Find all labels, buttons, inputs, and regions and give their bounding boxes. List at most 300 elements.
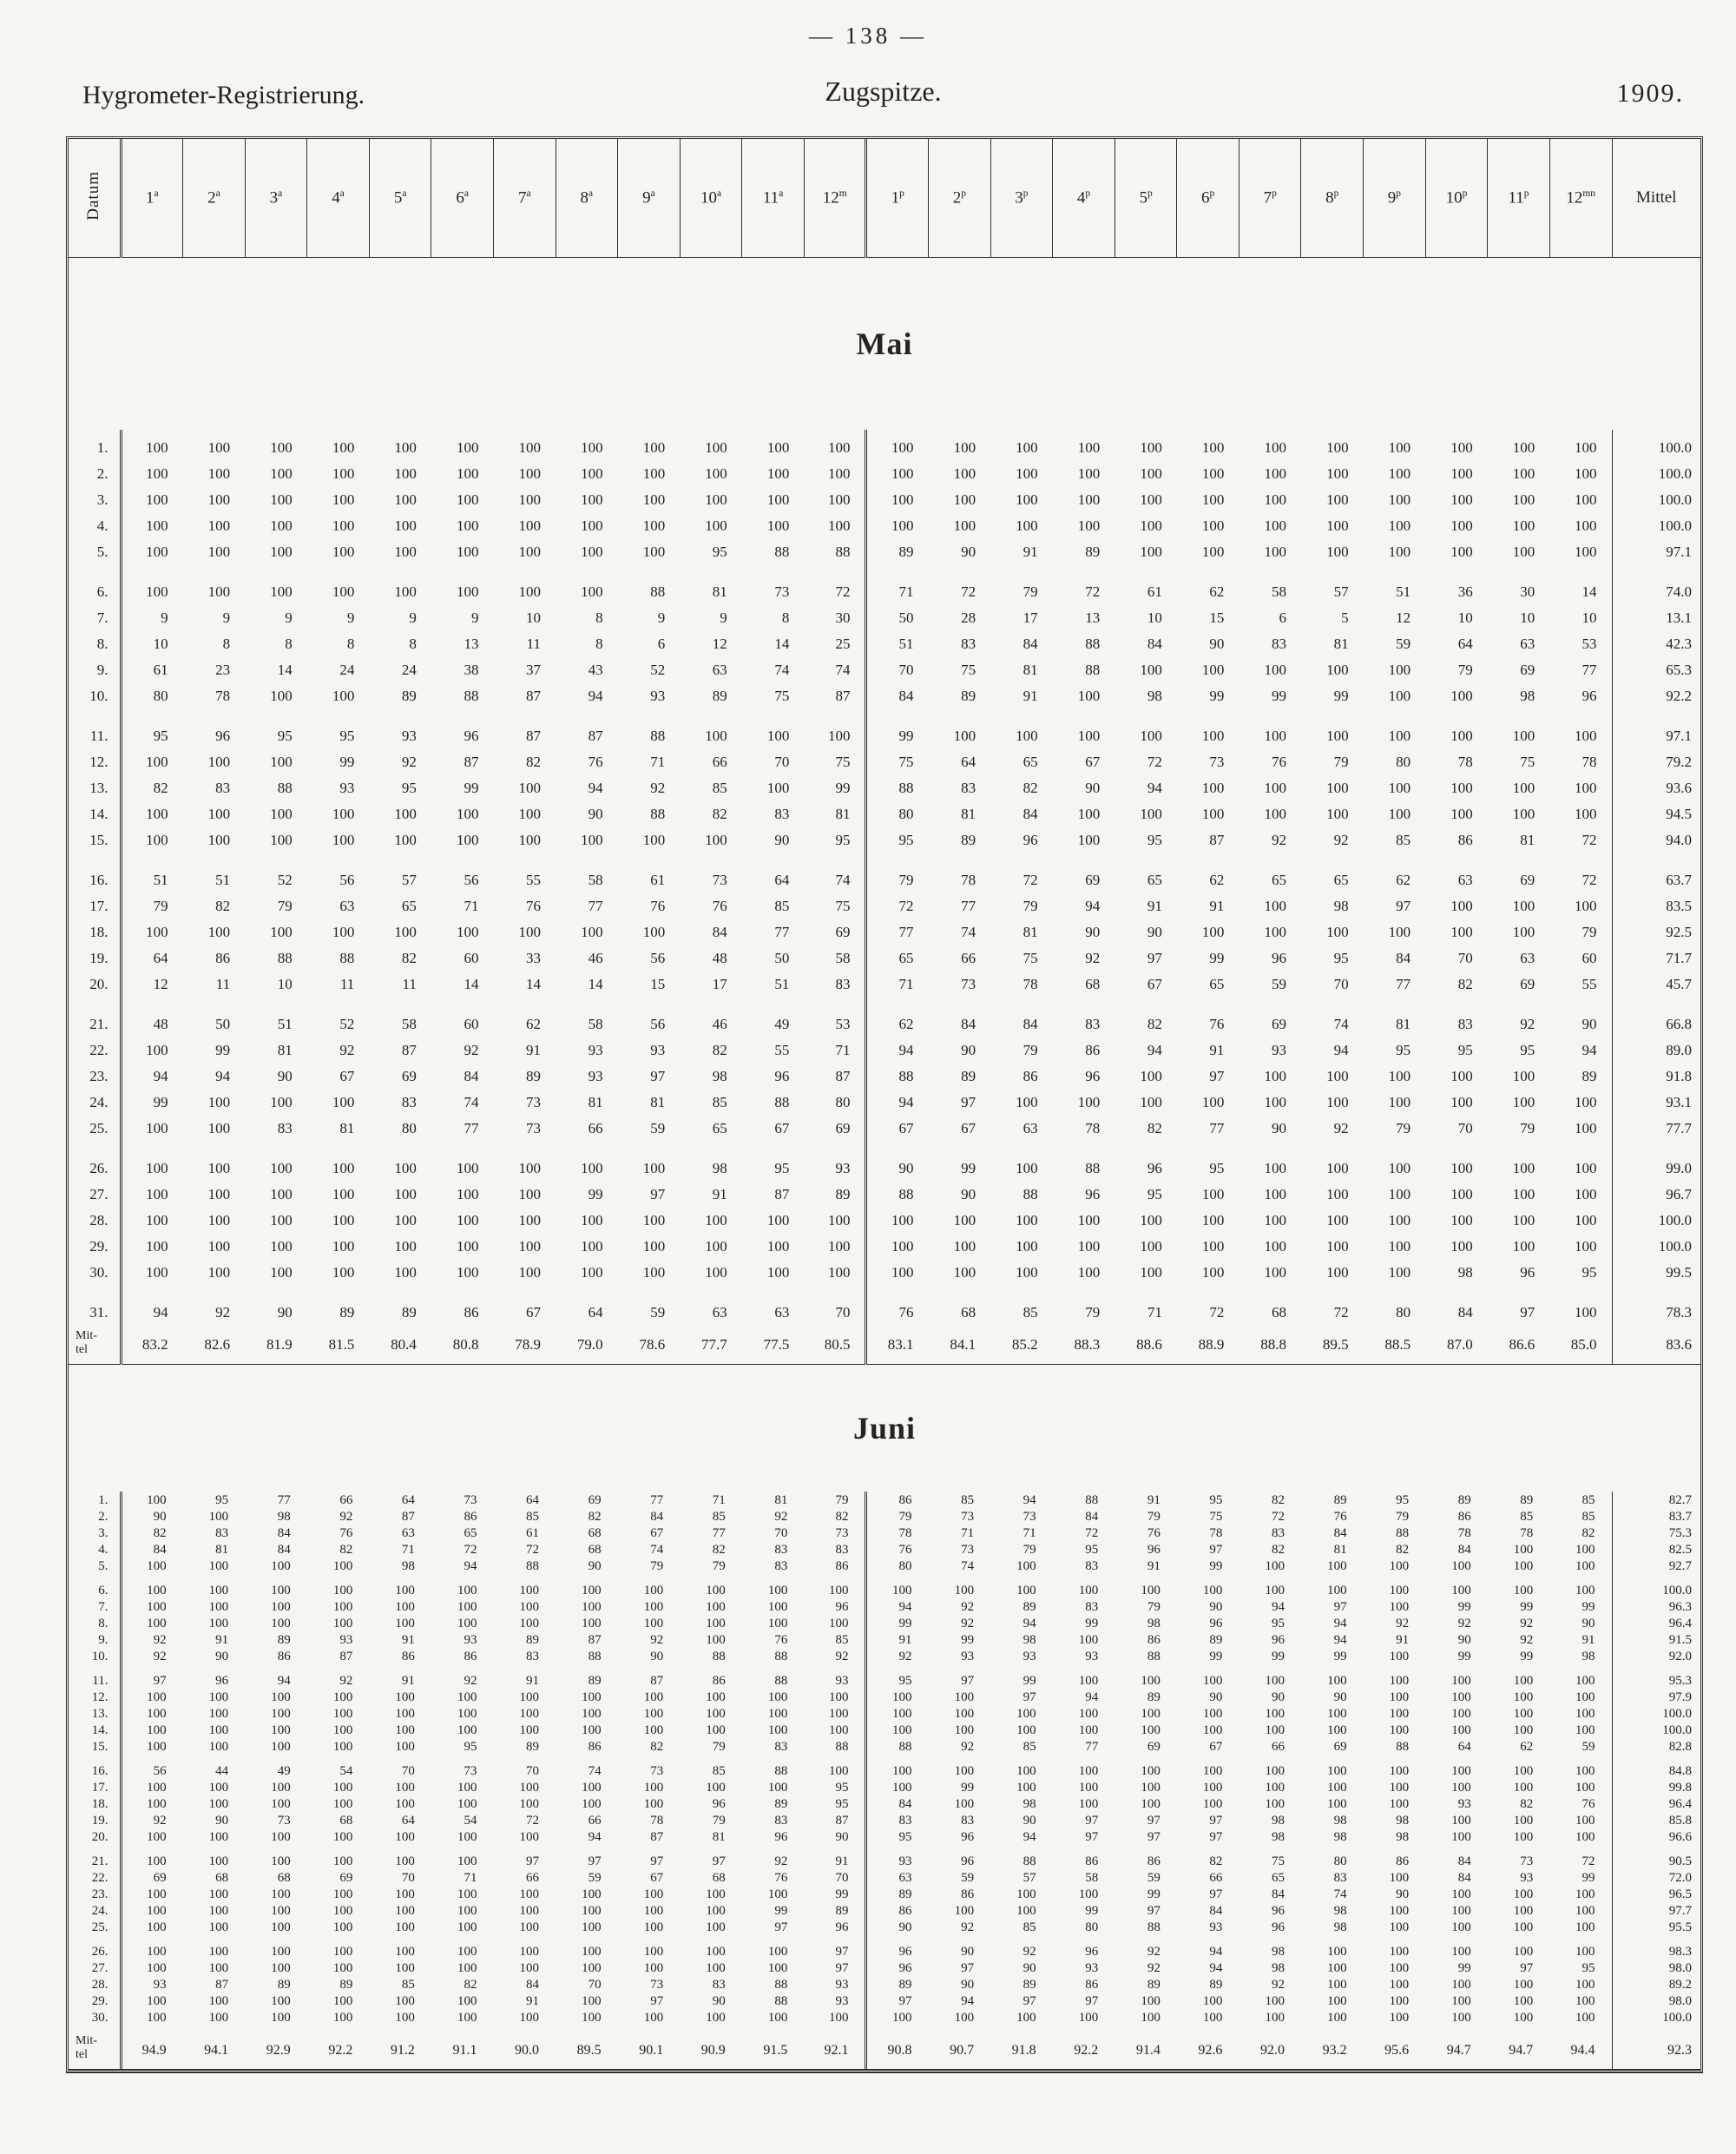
value-cell: 56 — [153, 1764, 167, 1779]
day-mean-cell: 83.5 — [1612, 888, 1700, 914]
value-cell: 86 — [1457, 832, 1473, 849]
day-row — [69, 966, 1700, 992]
value-cell: 63 — [1520, 950, 1535, 967]
value-cell: 91 — [401, 1674, 415, 1689]
value-cell: 86 — [215, 950, 231, 967]
day-mean-cell: 92.7 — [1612, 1558, 1700, 1574]
value-cell: 100 — [954, 1690, 975, 1705]
value-cell: 100 — [1512, 924, 1535, 941]
value-cell: 100 — [332, 439, 355, 457]
value-cell: 76 — [526, 898, 542, 915]
value-cell: 100 — [1513, 1978, 1534, 1993]
value-cell: 8 — [595, 609, 603, 627]
value-cell: 91 — [526, 1042, 542, 1059]
value-cell: 100 — [1078, 1887, 1099, 1902]
value-cell: 100 — [147, 1854, 167, 1869]
value-cell: 100 — [1575, 2011, 1595, 2026]
day-mean-cell: 100.0 — [1612, 1722, 1700, 1738]
value-cell: 100 — [1388, 924, 1411, 941]
value-cell: 100 — [804, 1202, 866, 1229]
value-cell: 100 — [146, 583, 168, 601]
value-cell: 90 — [215, 1814, 229, 1828]
value-cell: 100 — [1016, 1707, 1036, 1722]
value-cell: 94 — [961, 1994, 975, 2009]
value-cell: 77 — [1209, 1120, 1225, 1137]
value-cell: 82 — [153, 1526, 167, 1541]
value-cell: 6 — [1279, 609, 1286, 627]
value-cell: 71 — [1023, 1526, 1036, 1541]
day-mean-cell: 100.0 — [1612, 430, 1700, 456]
value-cell: 90 — [712, 1994, 726, 2009]
value-cell: 97 — [1520, 1961, 1534, 1976]
value-cell: 100 — [394, 1264, 417, 1281]
value-cell: 97 — [650, 1854, 664, 1869]
value-cell: 100 — [147, 1690, 167, 1705]
value-cell: 51 — [898, 636, 914, 653]
day-mean-cell: 95.3 — [1612, 1664, 1700, 1689]
day-row — [69, 1960, 1700, 1976]
value-cell: 89 — [339, 1304, 355, 1321]
mean-value-cell: 90.9 — [700, 2043, 726, 2058]
day-row — [69, 1664, 1700, 1689]
value-cell: 100 — [804, 1689, 866, 1705]
value-cell: 79 — [1147, 1510, 1161, 1525]
value-cell: 100 — [518, 806, 542, 823]
value-cell: 86 — [898, 1904, 912, 1919]
value-cell: 100 — [1451, 1707, 1471, 1722]
value-cell: 100 — [208, 1961, 229, 1976]
value-cell: 100 — [1389, 1904, 1410, 1919]
value-cell: 100 — [1512, 898, 1535, 915]
value-cell: 94 — [153, 1304, 168, 1321]
value-cell: 69 — [1520, 976, 1535, 993]
value-cell: 90 — [1333, 1690, 1347, 1705]
day-row — [69, 482, 1700, 508]
value-cell: 86 — [1457, 1510, 1471, 1525]
value-cell: 100 — [518, 1212, 542, 1229]
value-cell: 64 — [1457, 1740, 1471, 1755]
value-cell: 100 — [207, 465, 231, 483]
value-cell: 65 — [1209, 976, 1225, 993]
value-cell: 79 — [1147, 1600, 1161, 1615]
day-row — [69, 914, 1700, 940]
value-cell: 98 — [277, 1510, 291, 1525]
value-cell: 100 — [1513, 1723, 1534, 1738]
value-cell: 98 — [1147, 1617, 1161, 1631]
value-cell: 94 — [1147, 1042, 1162, 1059]
value-cell: 79 — [1023, 583, 1038, 601]
value-cell: 100 — [1140, 517, 1162, 535]
value-cell: 91 — [526, 1674, 540, 1689]
value-cell: 58 — [588, 1016, 603, 1033]
value-cell: 100 — [1389, 1945, 1410, 1960]
value-cell: 100 — [332, 1961, 353, 1976]
day-row — [69, 626, 1700, 652]
value-cell: 82 — [526, 754, 542, 771]
value-cell: 100 — [1326, 1186, 1349, 1203]
value-cell: 90 — [277, 1304, 293, 1321]
value-cell: 70 — [588, 1978, 602, 1993]
value-cell: 95 — [1396, 1493, 1410, 1508]
value-cell: 83 — [526, 1650, 540, 1664]
value-cell: 100 — [1389, 1978, 1410, 1993]
value-cell: 99 — [1209, 950, 1225, 967]
value-cell: 95 — [804, 1795, 866, 1812]
value-cell: 100 — [1575, 1945, 1595, 1960]
day-row — [69, 600, 1700, 626]
value-cell: 59 — [1147, 1871, 1161, 1886]
day-mean-cell: 96.4 — [1612, 1795, 1700, 1812]
value-cell: 81 — [339, 1120, 355, 1137]
value-cell: 98 — [1333, 1920, 1347, 1935]
value-cell: 90 — [588, 1559, 602, 1574]
value-cell: 100 — [1512, 806, 1535, 823]
value-cell: 50 — [774, 950, 790, 967]
value-cell: 100 — [1575, 1920, 1595, 1935]
value-cell: 100 — [1141, 1781, 1161, 1795]
value-cell: 100 — [1512, 1094, 1535, 1111]
value-cell: 72 — [1581, 832, 1597, 849]
value-cell: 100 — [394, 583, 417, 601]
value-cell: 100 — [642, 439, 666, 457]
value-cell: 87 — [774, 1186, 790, 1203]
column-header-12m: 12$^m$ — [804, 139, 866, 258]
value-cell: 100 — [1326, 1212, 1349, 1229]
value-cell: 76 — [1147, 1526, 1161, 1541]
value-cell: 64 — [401, 1814, 415, 1828]
value-cell: 6 — [657, 636, 666, 653]
value-cell: 93 — [804, 1136, 866, 1176]
value-cell: 82 — [650, 1740, 664, 1755]
value-cell: 82 — [1209, 1854, 1223, 1869]
value-cell: 71 — [898, 583, 914, 601]
value-cell: 100 — [1575, 517, 1597, 535]
value-cell: 100 — [456, 806, 479, 823]
value-cell: 100 — [332, 1094, 355, 1111]
day-row — [69, 1492, 1700, 1508]
day-row — [69, 796, 1700, 822]
day-row — [69, 1935, 1700, 1960]
value-cell: 67 — [339, 1068, 355, 1085]
value-cell: 100 — [457, 1994, 477, 2009]
value-cell: 93 — [153, 1978, 167, 1993]
value-cell: 98 — [1271, 1945, 1285, 1960]
day-mean-cell: 93.1 — [1612, 1084, 1700, 1110]
value-cell: 100 — [705, 728, 727, 745]
value-cell: 84 — [898, 688, 914, 705]
value-cell: 100 — [1451, 1814, 1471, 1828]
value-cell: 100 — [1140, 1264, 1162, 1281]
value-cell: 100 — [1575, 1674, 1595, 1689]
value-cell: 100 — [1078, 1633, 1099, 1648]
value-cell: 89 — [774, 1797, 788, 1812]
value-cell: 100 — [1388, 662, 1411, 679]
value-cell: 100 — [1327, 1723, 1347, 1738]
value-cell: 84 — [1023, 806, 1038, 823]
value-cell: 94 — [588, 780, 603, 797]
page-header — [82, 76, 1684, 124]
value-cell: 93 — [464, 1633, 477, 1648]
value-cell: 80 — [153, 688, 168, 705]
day-row — [69, 1281, 1700, 1321]
value-cell: 100 — [332, 1617, 353, 1631]
value-cell: 9 — [161, 609, 168, 627]
value-cell: 100 — [643, 1945, 664, 1960]
value-cell: 66 — [961, 950, 976, 967]
value-cell: 72 — [1085, 1526, 1099, 1541]
value-cell: 76 — [1271, 754, 1286, 771]
value-cell: 100 — [146, 465, 168, 483]
mean-value-cell: 94.4 — [1570, 2043, 1595, 2058]
value-cell: 84 — [526, 1978, 540, 1993]
value-cell: 97 — [804, 1935, 866, 1960]
value-cell: 94 — [1581, 1042, 1597, 1059]
value-cell: 76 — [1581, 1797, 1595, 1812]
value-cell: 93 — [650, 1042, 666, 1059]
value-cell: 100 — [207, 517, 231, 535]
value-cell: 90 — [1457, 1633, 1471, 1648]
value-cell: 100 — [582, 1887, 602, 1902]
value-cell: 93 — [339, 1633, 353, 1648]
value-cell: 100 — [1575, 1120, 1597, 1137]
value-cell: 100 — [271, 1797, 291, 1812]
value-cell: 88 — [1085, 636, 1101, 653]
value-cell: 97 — [1147, 1814, 1161, 1828]
value-cell: 70 — [1333, 976, 1349, 993]
day-mean-cell: 66.8 — [1612, 992, 1700, 1032]
value-cell: 89 — [277, 1978, 291, 1993]
value-cell: 100 — [395, 1584, 415, 1598]
day-label: 19. — [69, 940, 121, 966]
value-cell: 100 — [147, 1584, 167, 1598]
value-cell: 98 — [1147, 688, 1162, 705]
value-cell: 80 — [1333, 1854, 1347, 1869]
day-row — [69, 1689, 1700, 1705]
value-cell: 88 — [1396, 1526, 1410, 1541]
value-cell: 100 — [1264, 1094, 1286, 1111]
value-cell: 100 — [518, 1238, 542, 1255]
mean-value-cell: 94.7 — [1446, 2043, 1471, 2058]
value-cell: 89 — [1457, 1493, 1471, 1508]
value-cell: 100 — [332, 543, 355, 561]
value-cell: 100 — [1327, 1764, 1347, 1779]
value-cell: 69 — [1333, 1740, 1347, 1755]
value-cell: 69 — [339, 1871, 353, 1886]
value-cell: 100 — [519, 1961, 540, 1976]
value-cell: 100 — [706, 1723, 726, 1738]
value-cell: 100 — [271, 1600, 291, 1615]
value-cell: 52 — [650, 662, 666, 679]
value-cell: 99 — [1085, 1617, 1099, 1631]
value-cell: 99 — [804, 1886, 866, 1902]
value-cell: 67 — [1085, 754, 1101, 771]
month-heading-row — [69, 1365, 1700, 1492]
value-cell: 100 — [1575, 1994, 1595, 2009]
value-cell: 87 — [804, 678, 866, 704]
value-cell: 99 — [1457, 1600, 1471, 1615]
day-mean-cell: 92.2 — [1612, 678, 1700, 704]
value-cell: 58 — [804, 940, 866, 966]
value-cell: 100 — [147, 1904, 167, 1919]
mean-value-cell: 93.2 — [1322, 2043, 1347, 2058]
value-cell: 70 — [774, 1526, 788, 1541]
value-cell: 71 — [464, 898, 479, 915]
day-mean-cell: 100.0 — [1612, 1202, 1700, 1229]
value-cell: 100 — [207, 1120, 231, 1137]
value-cell: 100 — [456, 1186, 479, 1203]
value-cell: 96 — [1209, 1617, 1223, 1631]
value-cell: 64 — [774, 872, 790, 889]
page-number: — 138 — — [809, 23, 927, 49]
value-cell: 100 — [582, 1690, 602, 1705]
value-cell: 89 — [804, 1176, 866, 1202]
value-cell: 64 — [401, 1493, 415, 1508]
value-cell: 100 — [1389, 1584, 1410, 1598]
value-cell: 89 — [961, 1068, 976, 1085]
value-cell: 58 — [1271, 583, 1286, 601]
value-cell: 92 — [215, 1304, 231, 1321]
value-cell: 100 — [1575, 1723, 1595, 1738]
value-cell: 100 — [395, 2011, 415, 2026]
value-cell: 99 — [898, 1617, 912, 1631]
value-cell: 83 — [961, 780, 976, 797]
mean-value-cell: 83.2 — [121, 1321, 183, 1365]
value-cell: 82 — [712, 1042, 727, 1059]
value-cell: 90 — [1023, 1814, 1036, 1828]
value-cell: 33 — [526, 950, 542, 967]
value-cell: 97 — [1333, 1600, 1347, 1615]
value-cell: 89 — [1023, 1600, 1036, 1615]
value-cell: 100 — [1201, 1212, 1225, 1229]
value-cell: 100 — [271, 1707, 291, 1722]
value-cell: 100 — [457, 1961, 477, 1976]
value-cell: 100 — [1513, 1674, 1534, 1689]
value-cell: 100 — [456, 491, 479, 509]
value-cell: 72 — [1023, 872, 1038, 889]
value-cell: 100 — [1077, 439, 1101, 457]
value-cell: 100 — [1016, 1160, 1038, 1177]
value-cell: 100 — [581, 1264, 603, 1281]
value-cell: 51 — [774, 976, 790, 993]
day-label: 18. — [69, 1795, 121, 1812]
value-cell: 100 — [1575, 1186, 1597, 1203]
value-cell: 100 — [456, 1238, 479, 1255]
value-cell: 100 — [1016, 439, 1038, 457]
mean-value-cell: 90.8 — [887, 2043, 912, 2058]
value-cell: 97 — [1209, 1887, 1223, 1902]
value-cell: 100 — [208, 1600, 229, 1615]
value-cell: 64 — [1457, 636, 1473, 653]
value-cell: 85 — [1023, 1920, 1036, 1935]
value-cell: 100 — [332, 2011, 353, 2026]
value-cell: 93 — [588, 1068, 603, 1085]
value-cell: 91 — [1147, 1493, 1161, 1508]
value-cell: 90 — [961, 543, 976, 561]
value-cell: 79 — [1520, 1120, 1535, 1137]
value-cell: 98 — [1333, 1904, 1347, 1919]
day-label: 5. — [69, 1558, 121, 1574]
hygrometer-table — [69, 139, 1700, 2069]
value-cell: 71 — [898, 976, 914, 993]
value-cell: 100 — [332, 924, 355, 941]
value-cell: 100 — [332, 1740, 353, 1755]
value-cell: 44 — [215, 1764, 229, 1779]
value-cell: 59 — [1271, 976, 1286, 993]
value-cell: 100 — [642, 1238, 666, 1255]
value-cell: 97 — [1147, 1830, 1161, 1845]
value-cell: 71 — [464, 1871, 477, 1886]
day-mean-cell: 100.0 — [1612, 1574, 1700, 1598]
day-row — [69, 1976, 1700, 1993]
day-label: 24. — [69, 1902, 121, 1919]
value-cell: 100 — [1077, 1264, 1101, 1281]
value-cell: 96 — [804, 1598, 866, 1615]
value-cell: 94 — [1271, 1600, 1285, 1615]
value-cell: 73 — [650, 1764, 664, 1779]
value-cell: 83 — [277, 1120, 293, 1137]
value-cell: 9 — [222, 609, 231, 627]
value-cell: 82 — [153, 780, 168, 797]
value-cell: 100 — [643, 1600, 664, 1615]
value-cell: 100 — [332, 1707, 353, 1722]
value-cell: 100 — [1016, 1723, 1036, 1738]
value-cell: 81 — [1520, 832, 1535, 849]
month-section-mai — [69, 258, 1700, 1365]
value-cell: 100 — [1512, 1238, 1535, 1255]
value-cell: 14 — [277, 662, 293, 679]
value-cell: 97 — [1209, 1814, 1223, 1828]
value-cell: 100 — [1512, 491, 1535, 509]
value-cell: 100 — [1450, 728, 1473, 745]
value-cell: 62 — [1396, 872, 1411, 889]
value-cell: 90 — [588, 806, 603, 823]
value-cell: 86 — [1085, 1854, 1099, 1869]
value-cell: 86 — [1396, 1854, 1410, 1869]
value-cell: 9 — [470, 609, 479, 627]
day-label: 30. — [69, 1255, 121, 1281]
day-mean-cell: 45.7 — [1612, 966, 1700, 992]
value-cell: 94 — [1023, 1617, 1036, 1631]
value-cell: 97 — [804, 1960, 866, 1976]
value-cell: 100 — [804, 456, 866, 482]
value-cell: 62 — [1209, 872, 1225, 889]
day-row — [69, 1255, 1700, 1281]
value-cell: 12 — [153, 976, 168, 993]
value-cell: 13 — [464, 636, 479, 653]
value-cell: 100 — [332, 1797, 353, 1812]
day-label: 28. — [69, 1202, 121, 1229]
value-cell: 100 — [1326, 543, 1349, 561]
value-cell: 92 — [650, 780, 666, 797]
value-cell: 97 — [1396, 898, 1411, 915]
value-cell: 100 — [332, 1854, 353, 1869]
value-cell: 96 — [1147, 1160, 1162, 1177]
value-cell: 48 — [153, 1016, 168, 1033]
day-label: 28. — [69, 1976, 121, 1993]
value-cell: 58 — [588, 872, 603, 889]
value-cell: 86 — [1085, 1042, 1101, 1059]
value-cell: 89 — [1023, 1978, 1036, 1993]
value-cell: 100 — [953, 1264, 976, 1281]
value-cell: 100 — [706, 1887, 726, 1902]
value-cell: 100 — [1265, 1584, 1285, 1598]
value-cell: 86 — [804, 1558, 866, 1574]
value-cell: 100 — [146, 543, 168, 561]
value-cell: 100 — [332, 491, 355, 509]
value-cell: 73 — [1520, 1854, 1534, 1869]
value-cell: 74 — [464, 1094, 479, 1111]
value-cell: 100 — [1078, 1584, 1099, 1598]
